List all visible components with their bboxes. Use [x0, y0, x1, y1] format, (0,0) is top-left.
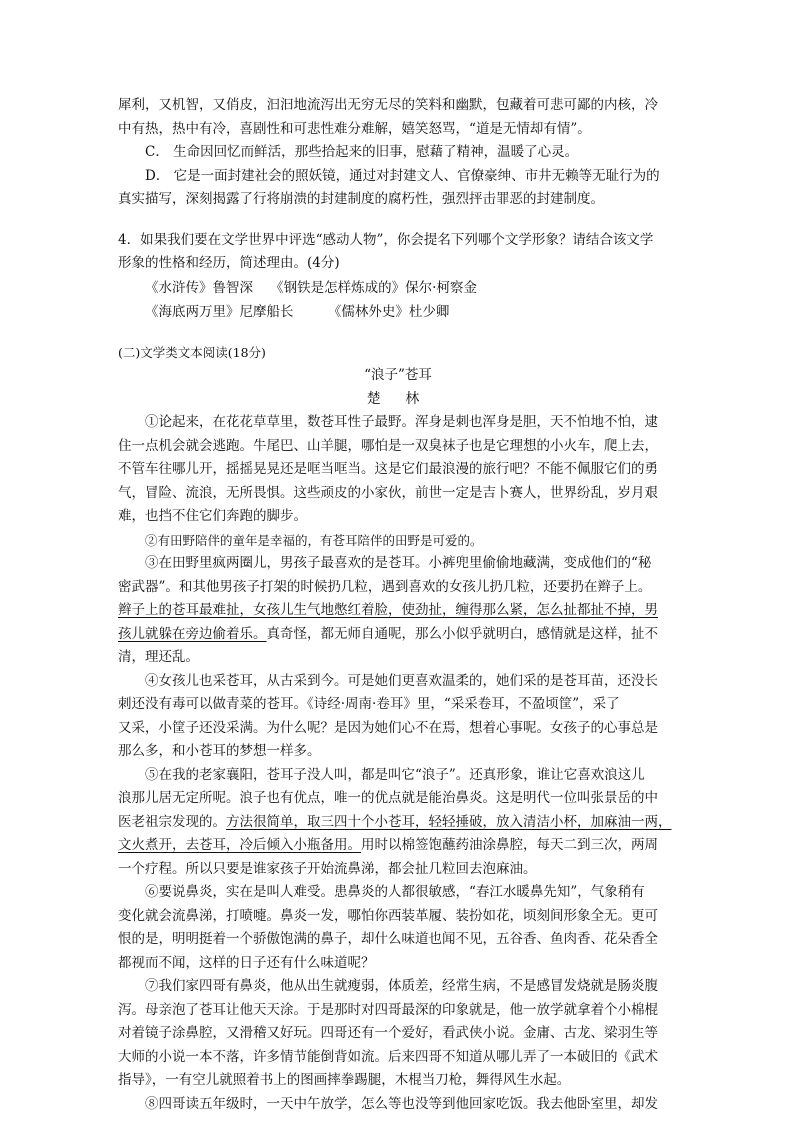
exam-page	[118, 94, 678, 1116]
paragraph-line: ②有田野陪伴的童年是幸福的，有苍耳陪伴的田野是可爱的。	[145, 532, 483, 548]
paragraph-line: 变化就会流鼻涕，打喷嚏。鼻炎一发，哪怕你西装革履、装扮如花，顷刻间形象全无。更可	[118, 907, 658, 924]
underlined-text: 方法很简单，取三四十个小苍耳，轻轻捶破，放入清洁小杯，加麻油一两，	[226, 813, 672, 830]
plain-text: 医老祖宗发现的。	[118, 813, 226, 830]
paragraph-line: 一个疗程。所以只要是谁家孩子开始流鼻涕，都会扯几粒回去泡麻油。	[118, 860, 537, 877]
section-heading: (二)文学类文本阅读(18分)	[118, 344, 266, 360]
paragraph-line: ①论起来，在花花草草里，数苍耳性子最野。浑身是刺也浑身是胆，天不怕地不怕，逮	[145, 414, 658, 430]
paragraph-line: 清，理还乱。	[118, 649, 199, 665]
paragraph-line: 难，也挡不住它们奔跑的脚步。	[118, 508, 307, 524]
paragraph-line-partial-underline	[118, 834, 678, 858]
paragraph-line: 浪那儿居无定所呢。浪子也有优点，唯一的优点就是能治鼻炎。这是明代一位叫张景岳的中	[118, 790, 658, 806]
paragraph-line: 刺还没有毒可以做青菜的苍耳。《诗经·周南·卷耳》里，“采采卷耳，不盈顷筐”，采了	[118, 696, 620, 712]
paragraph-line: 泻。母亲泡了苍耳让他天天涂。于是那时对四哥最深的印象就是，他一放学就拿着个小棉棍	[118, 1001, 658, 1018]
paragraph-line: ⑦我们家四哥有鼻炎，他从出生就瘦弱，体质差，经常生病，不是感冒发烧就是肠炎腹	[145, 978, 658, 994]
paragraph-line: ③在田野里疯两圈儿，男孩子最喜欢的是苍耳。小裤兜里偷偷地藏满，变成他们的“秘	[145, 555, 652, 571]
paragraph-line: 都视而不闻，这样的日子还有什么味道呢？	[118, 954, 375, 971]
article-title: “浪子”苍耳	[364, 367, 432, 383]
underlined-text: 孩儿就躲在旁边偷着乐。	[118, 625, 267, 642]
paragraph-line: ⑤在我的老家襄阳，苍耳子没人叫，都是叫它“浪子”。还真形象，谁让它喜欢浪这儿	[145, 766, 645, 783]
paragraph-line: 密武器”。和其他男孩子打架的时候扔几粒，遇到喜欢的女孩儿扔几粒，还要扔在辫子上。	[118, 578, 652, 595]
paragraph-line: 大师的小说一本不落，许多情节能倒背如流。后来四哥不知道从哪儿弄了一本破旧的《武术	[118, 1048, 658, 1065]
paragraph-line: ⑧四哥读五年级时，一天中午放学，怎么等也没等到他回家吃饭。我去他卧室里，却发	[145, 1095, 658, 1112]
paragraph-line: ⑥要说鼻炎，实在是叫人难受。患鼻炎的人都很敏感，“春江水暖鼻先知”，气象稍有	[145, 884, 645, 900]
text-line: 形象的性格和经历，简述理由。(4分)	[118, 255, 340, 271]
text-line: 犀利，又机智，又俏皮，汩汩地流泻出无穷无尽的笑料和幽默，包藏着可悲可鄙的内核，冷	[118, 97, 658, 113]
underlined-text: 文火煮开，去苍耳，冷后倾入小瓶备用。	[118, 837, 361, 853]
option-d: D． 它是一面封建社会的照妖镜，通过对封建文人、官僚豪绅、市井无赖等无耻行为的	[145, 167, 660, 184]
option-c: C． 生命因回忆而鲜活，那些拾起来的旧事，慰藉了精神，温暖了心灵。	[145, 144, 579, 160]
article-author: 楚 林	[366, 390, 430, 407]
paragraph-line: 气，冒险、流浪，无所畏惧。这些顽皮的小家伙，前世一定是吉卜赛人，世界纷乱，岁月艰	[118, 484, 658, 501]
paragraph-line-underlined-start	[118, 623, 678, 647]
works-row: 《水浒传》鲁智深 《钢铁是怎样炼成的》保尔·柯察金	[145, 279, 477, 296]
paragraph-line: 那么多，和小苍耳的梦想一样多。	[118, 743, 321, 759]
underlined-line: 辫子上的苍耳最难扯，女孩儿生气地憋红着脸，使劲扯，缠得那么紧，怎么扯都扯不掉，男	[118, 602, 658, 618]
paragraph-line: 对着镜子涂鼻腔，又滑稽又好玩。四哥还有一个爱好，看武侠小说。金庸、古龙、梁羽生等	[118, 1025, 658, 1041]
paragraph-line: ④女孩儿也采苍耳，从古采到今。可是她们更喜欢温柔的，她们采的是苍耳苗，还没长	[145, 672, 658, 689]
text-line: 中有热，热中有冷，喜剧性和可悲性难分难解，嬉笑怒骂，“道是无情却有情”。	[118, 120, 591, 137]
question-4: 4．如果我们要在文学世界中评选“感动人物”，你会提名下列哪个文学形象？请结合该文学	[118, 231, 654, 248]
paragraph-line: 又采，小筐子还没采满。为什么呢？是因为她们心不在焉，想着心事呢。女孩子的心事总是	[118, 719, 658, 736]
text-line: 真实描写，深刻揭露了行将崩溃的封建制度的腐朽性，强烈抨击罪恶的封建制度。	[118, 191, 604, 207]
plain-text: 用时以棉签饱蘸药油涂鼻腔，每天二到三次，两周	[361, 837, 658, 853]
paragraph-line-partial-underline	[118, 811, 678, 835]
plain-text: 真奇怪，都无师自通呢，那么小似乎就明白，感情就是这样，扯不	[266, 625, 658, 642]
paragraph-line: 不管车往哪儿开，摇摇晃晃还是哐当哐当。这是它们最浪漫的旅行吧？不能不佩服它们的勇	[118, 461, 658, 477]
works-row: 《海底两万里》尼摩船长 《儒林外史》杜少卿	[145, 303, 450, 320]
paragraph-line: 住一点机会就会逃跑。牛尾巴、山羊腿，哪怕是一双臭袜子也是它理想的小火车，爬上去，	[118, 437, 658, 454]
paragraph-line: 指导》，一有空儿就照着书上的图画摔拳踢腿，木棍当刀枪，舞得风生水起。	[118, 1072, 571, 1088]
paragraph-line: 恨的是，明明挺着一个骄傲饱满的鼻子，却什么味道也闻不见，五谷香、鱼肉香、花朵香全	[118, 931, 658, 947]
